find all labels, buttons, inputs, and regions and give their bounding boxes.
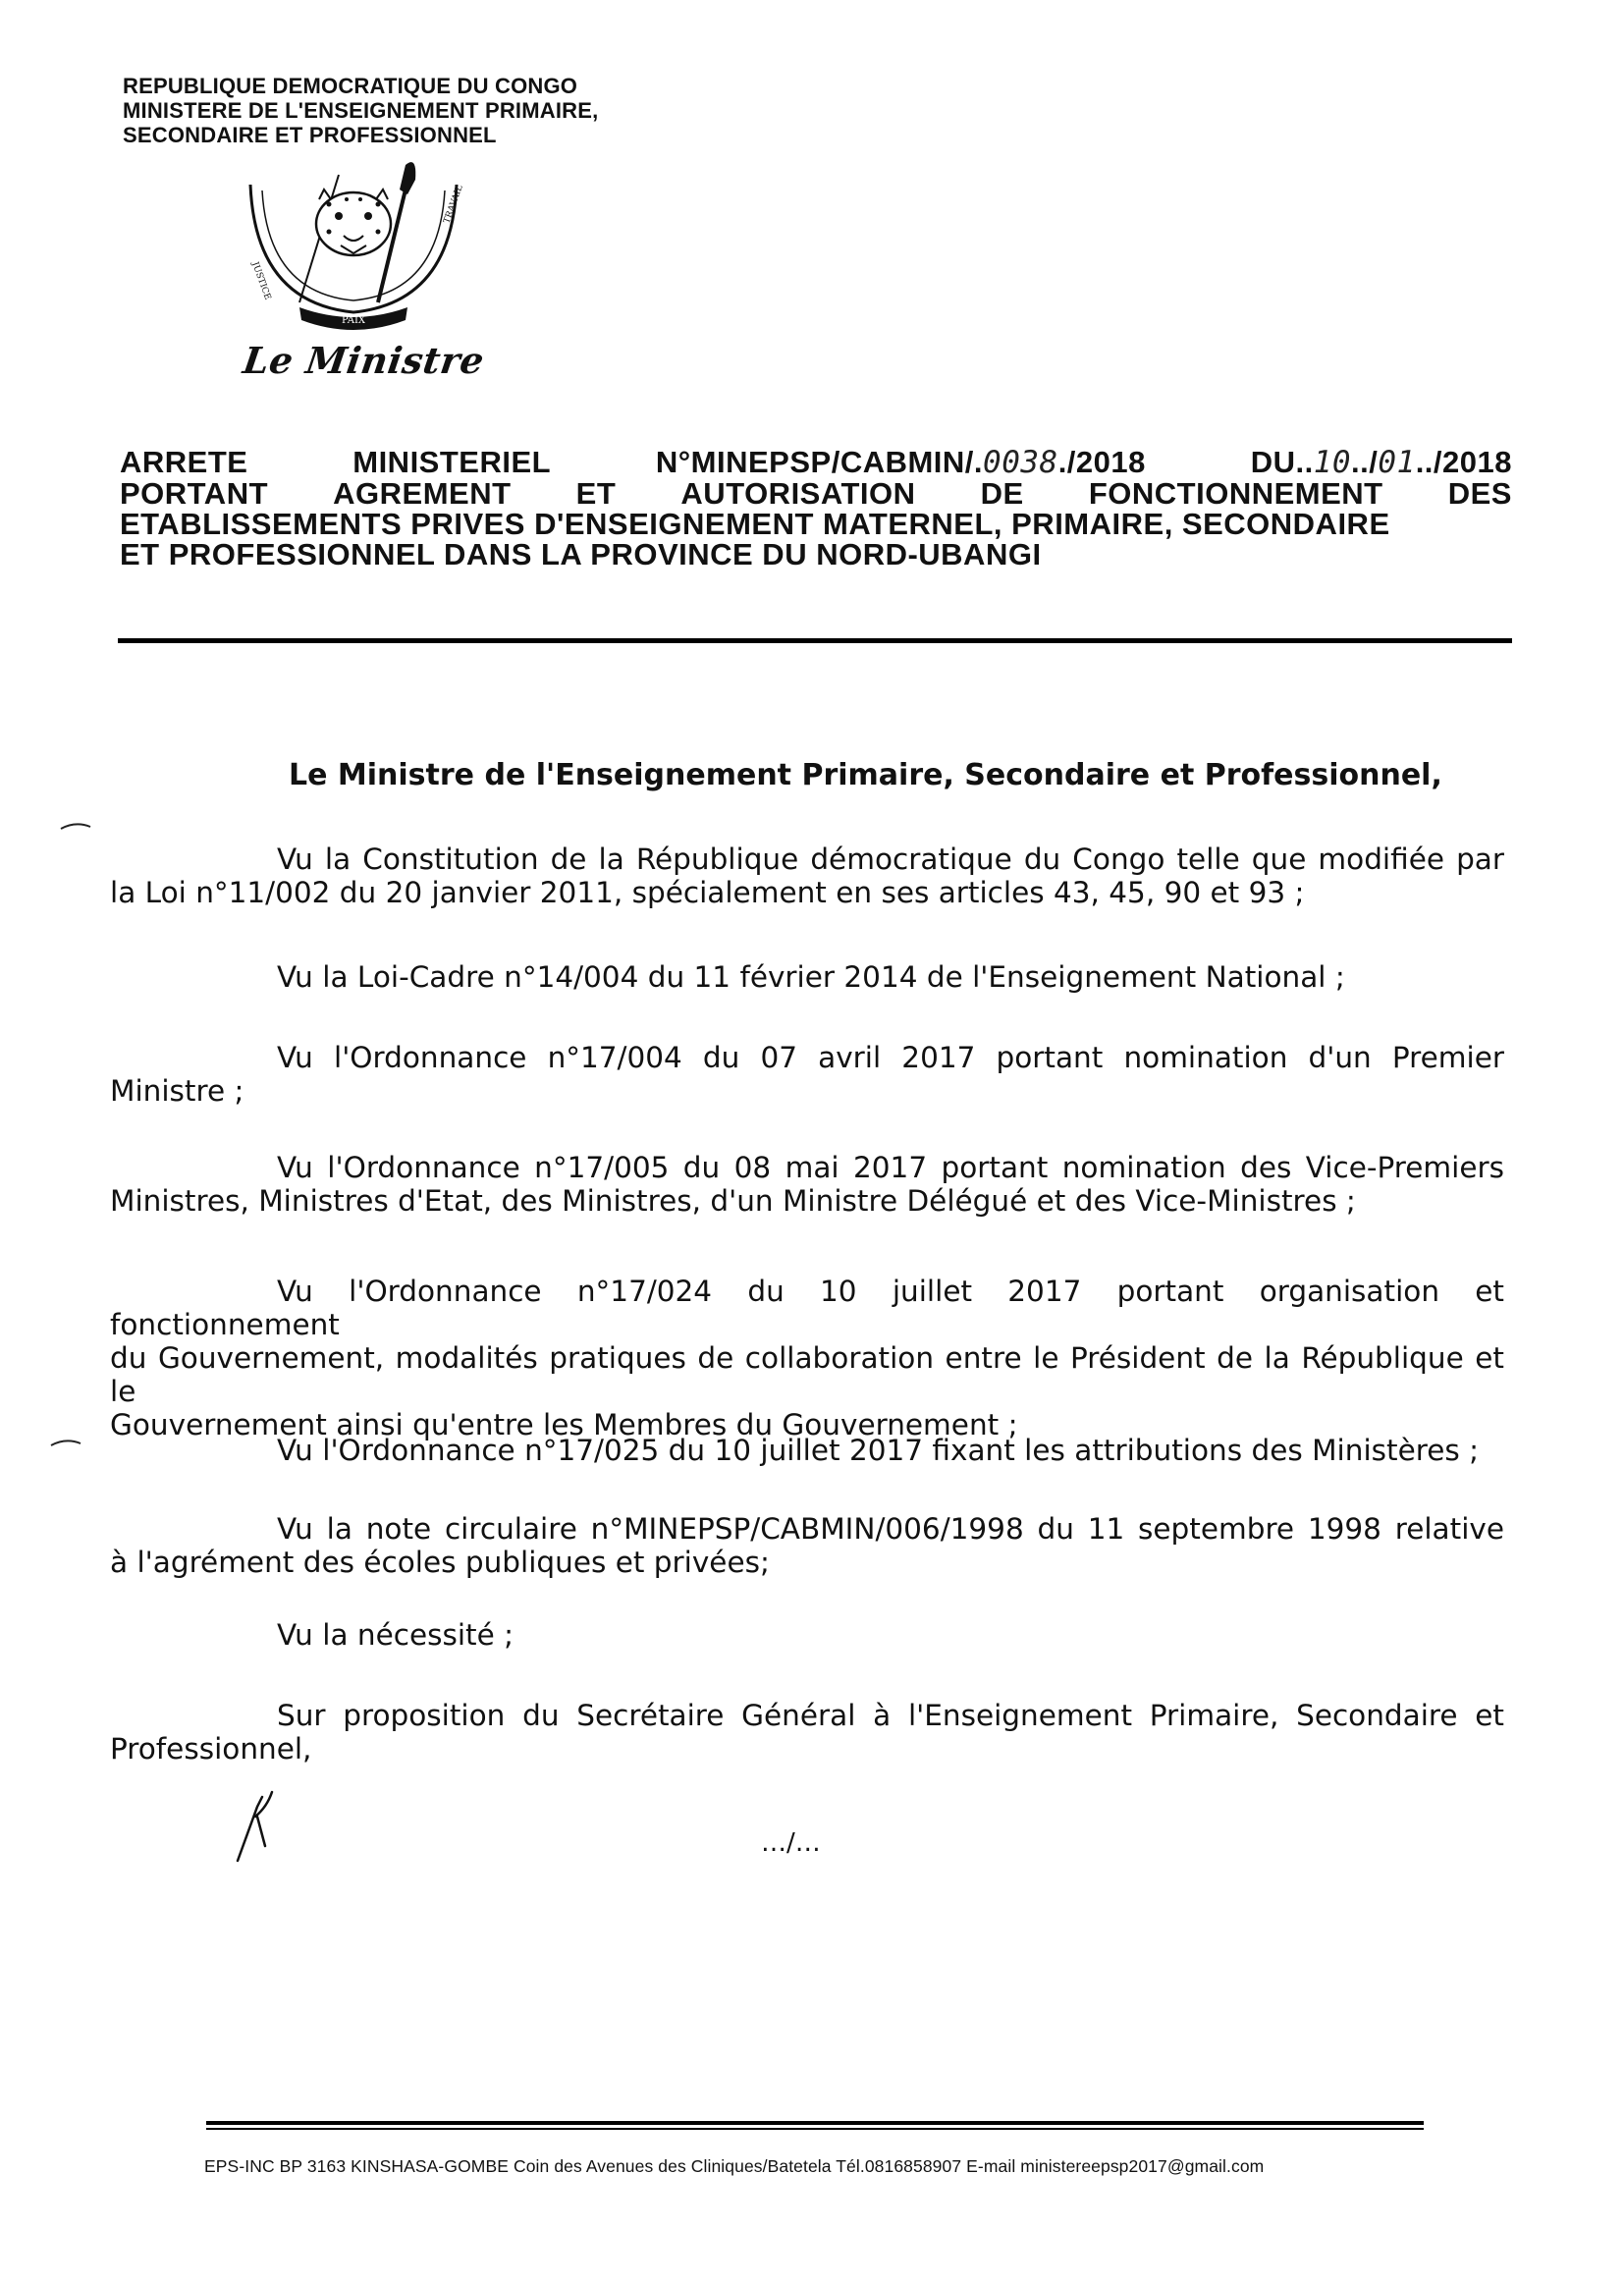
leopard-head-icon [316, 190, 391, 255]
letterhead-ministry-cont: SECONDAIRE ET PROFESSIONNEL [123, 123, 497, 147]
recital-constitution: Vu la Constitution de la République démocratique du Congo telle que modifiée par la Loi n°11/002 du 20 janvier 2011, spécialement en ses articles 43, 45, 90 et 93 ; [110, 843, 1504, 909]
recital-ordonnance-025: Vu l'Ordonnance n°17/025 du 10 juillet 2017 fixant les attributions des Ministères ; [277, 1434, 1480, 1467]
decree-title [120, 447, 1512, 570]
decree-number-handwritten: 0038 [983, 445, 1058, 480]
svg-text:TRAVAIL: TRAVAIL [442, 184, 465, 226]
letterhead-country: REPUBLIQUE DEMOCRATIQUE DU CONGO [123, 74, 578, 98]
coat-of-arms-emblem [231, 155, 476, 352]
recital-loi-cadre: Vu la Loi-Cadre n°14/004 du 11 février 2014 de l'Enseignement National ; [277, 960, 1345, 994]
recital-ordonnance-004: Vu l'Ordonnance n°17/004 du 07 avril 2017 portant nomination d'un Premier Ministre ; [110, 1041, 1504, 1108]
minister-title: Le Ministre [240, 339, 487, 382]
svg-text:PAIX: PAIX [341, 315, 366, 326]
decree-line-1: ARRETE MINISTERIEL N°MINEPSP/CABMIN/.0038./2018 DU..10../01../2018 [120, 445, 1512, 480]
decree-day-handwritten: 10 [1313, 445, 1352, 480]
title-divider [118, 638, 1512, 643]
recital-ordonnance-024: Vu l'Ordonnance n°17/024 du 10 juillet 2017 portant organisation et fonctionnement du Gouvernement, modalités pratiques de collaboration entre le Président de la République et le Gouvernement ainsi qu'entre les Membres du Gouvernement ; [110, 1275, 1504, 1441]
page-continuation-marker: …/… [761, 1828, 821, 1858]
handwritten-initial [228, 1787, 287, 1866]
decree-line-4: ET PROFESSIONNEL DANS LA PROVINCE DU NORD-UBANGI [120, 537, 1042, 571]
margin-mark [59, 821, 92, 831]
decree-line-2: PORTANT AGREMENT ET AUTORISATION DE FONCTIONNEMENT DES [120, 476, 1512, 511]
footer-address: EPS-INC BP 3163 KINSHASA-GOMBE Coin des Avenues des Cliniques/Batetela Tél.0816858907 E-mail ministereepsp2017@gmail.com [204, 2156, 1265, 2176]
letterhead [123, 74, 673, 147]
recital-note-circulaire: Vu la note circulaire n°MINEPSP/CABMIN/006/1998 du 11 septembre 1998 relative à l'agrément des écoles publiques et privées; [110, 1512, 1504, 1579]
recital-proposition: Sur proposition du Secrétaire Général à l'Enseignement Primaire, Secondaire et Professionnel, [110, 1699, 1504, 1766]
recital-necessite: Vu la nécessité ; [277, 1618, 514, 1652]
decree-line-3: ETABLISSEMENTS PRIVES D'ENSEIGNEMENT MATERNEL, PRIMAIRE, SECONDAIRE [120, 507, 1390, 541]
letterhead-ministry: MINISTERE DE L'ENSEIGNEMENT PRIMAIRE, [123, 98, 599, 123]
recital-ordonnance-005: Vu l'Ordonnance n°17/005 du 08 mai 2017 portant nomination des Vice-Premiers Ministres, Ministres d'Etat, des Ministres, d'un Ministre Délégué et des Vice-Ministres ; [110, 1151, 1504, 1218]
svg-text:JUSTICE: JUSTICE [249, 260, 273, 301]
footer-divider [206, 2121, 1424, 2125]
footer-divider-thin [206, 2128, 1424, 2130]
preamble-intro: Le Ministre de l'Enseignement Primaire, Secondaire et Professionnel, [289, 758, 1442, 792]
decree-month-handwritten: 01 [1378, 445, 1416, 480]
margin-mark [49, 1438, 82, 1447]
